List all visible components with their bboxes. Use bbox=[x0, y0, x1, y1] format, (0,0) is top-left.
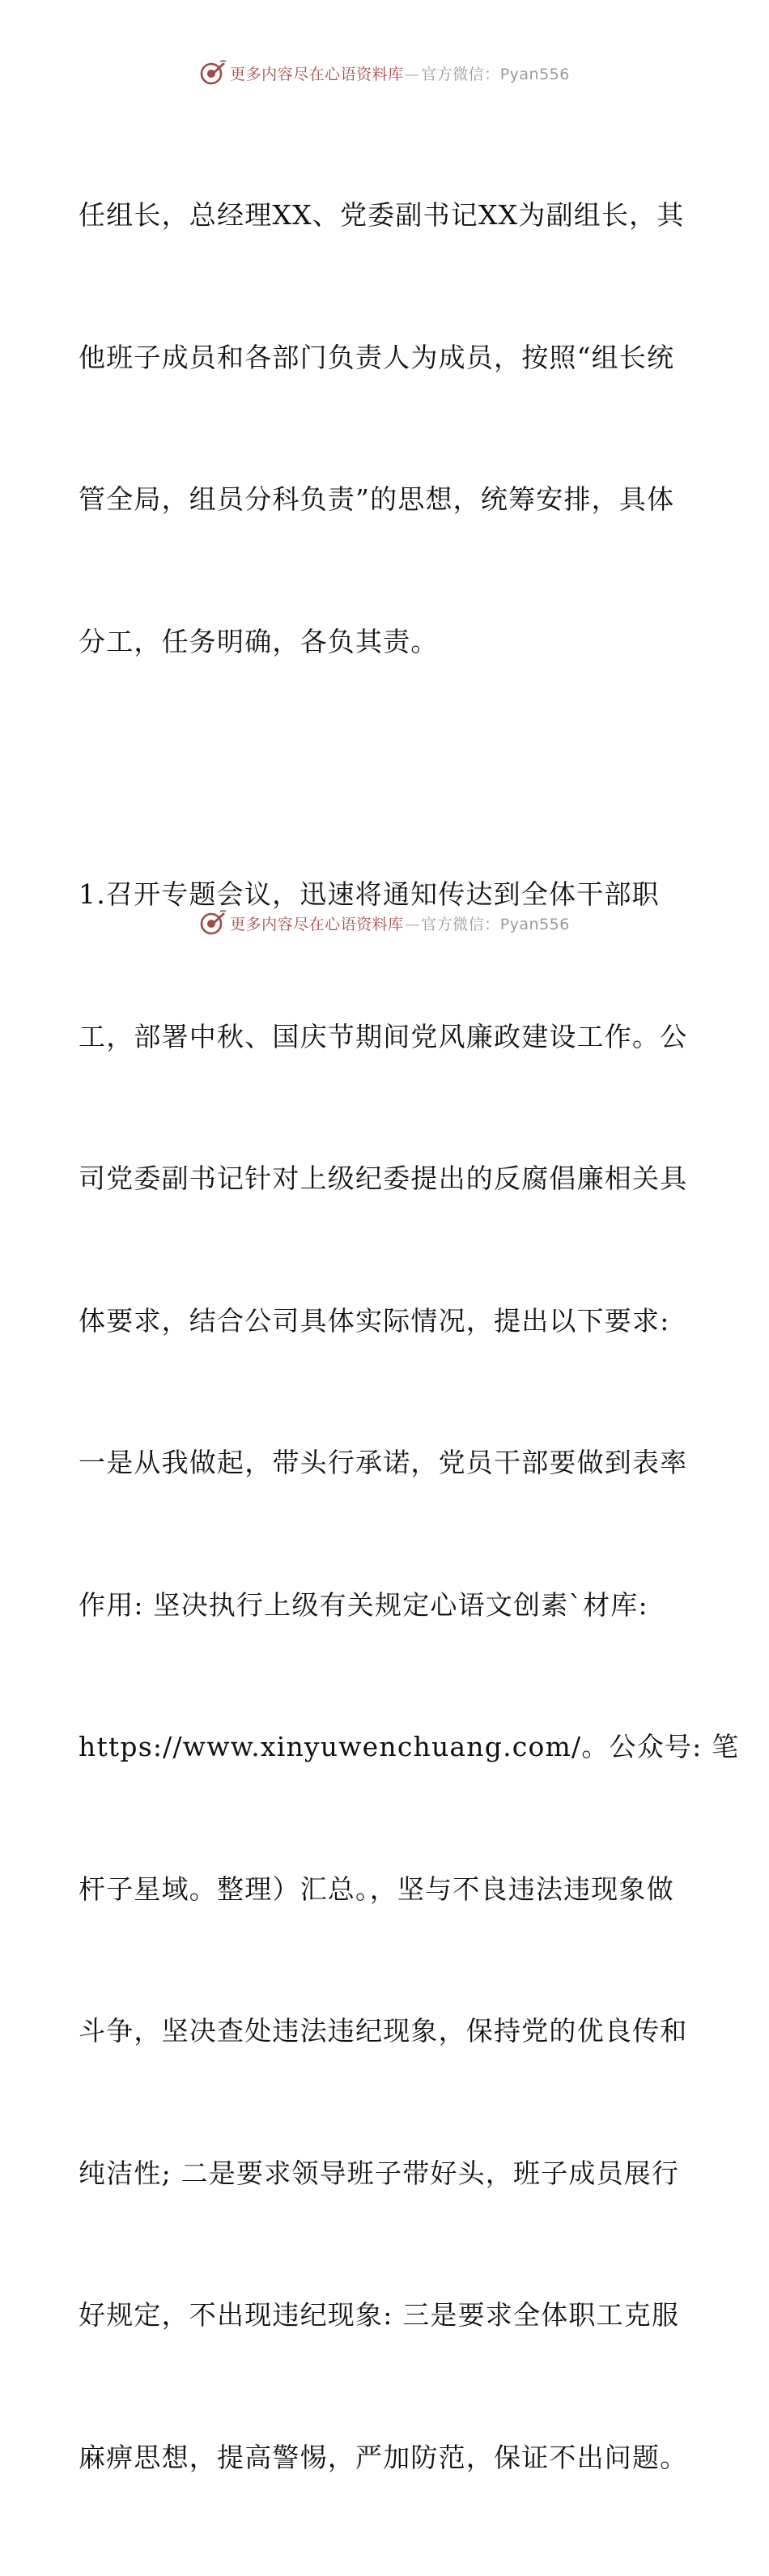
text-line: 麻痹思想，提高警惕，严加防范，保证不出问题。 bbox=[79, 2441, 688, 2473]
quill-pen-logo-icon bbox=[199, 909, 227, 937]
text-line: 斗争，坚决查处违法违纪现象，保持党的优良传和 bbox=[79, 2015, 688, 2047]
text-line: 司党委副书记针对上级纪委提出的反腐倡廉相关具 bbox=[79, 1163, 688, 1194]
text-line: 纯洁性; 二是要求领导班子带好头，班子成员展行 bbox=[79, 2157, 680, 2189]
text-line: 体要求，结合公司具体实际情况，提出以下要求: bbox=[79, 1304, 670, 1337]
text-line: 工，部署中秋、国庆节期间党风廉政建设工作。公 bbox=[79, 1020, 688, 1052]
text-line: 杆子星域。整理）汇总。，坚与不良违法违现象做 bbox=[79, 1872, 674, 1905]
text-line: 1.召开专题会议，迅速将通知传达到全体干部职 bbox=[79, 878, 660, 910]
footer-banner bbox=[0, 907, 769, 939]
wechat-id: Pyan556 bbox=[499, 65, 570, 83]
paragraph-1 bbox=[79, 97, 694, 760]
text-line: 管全局，组员分科负责”的思想，统筹安排，具体 bbox=[79, 483, 675, 515]
document-body bbox=[79, 97, 740, 2576]
text-line: 一是从我做起，带头行承诺，党员干部要做到表率 bbox=[79, 1447, 688, 1478]
text-line: https://www.xinyuwenchuang.com/。公众号: 笔 bbox=[79, 1731, 740, 1762]
banner-title: 更多内容尽在心语资料库 bbox=[230, 915, 404, 933]
text-line: 任组长，总经理XX、党委副书记XX为副组长，其 bbox=[79, 199, 685, 231]
wechat-label: 官方微信： bbox=[421, 65, 500, 83]
paragraph-2 bbox=[79, 776, 740, 2576]
banner-text bbox=[230, 912, 570, 934]
wechat-id: Pyan556 bbox=[499, 915, 570, 933]
wechat-label: 官方微信： bbox=[421, 915, 500, 933]
banner-text bbox=[230, 62, 570, 84]
text-line: 作用: 坚决执行上级有关规定心语文创素`材库: bbox=[79, 1588, 648, 1621]
text-line: 好规定，不出现违纪现象: 三是要求全体职工克服 bbox=[79, 2299, 680, 2331]
text-line: 分工，任务明确，各负其责。 bbox=[79, 625, 439, 657]
header-banner bbox=[0, 57, 769, 89]
banner-separator: — bbox=[404, 65, 421, 83]
banner-separator: — bbox=[404, 915, 421, 933]
text-line: 他班子成员和各部门负责人为成员，按照“组长统 bbox=[79, 341, 675, 373]
banner-title: 更多内容尽在心语资料库 bbox=[230, 65, 404, 83]
quill-pen-logo-icon bbox=[199, 59, 227, 87]
